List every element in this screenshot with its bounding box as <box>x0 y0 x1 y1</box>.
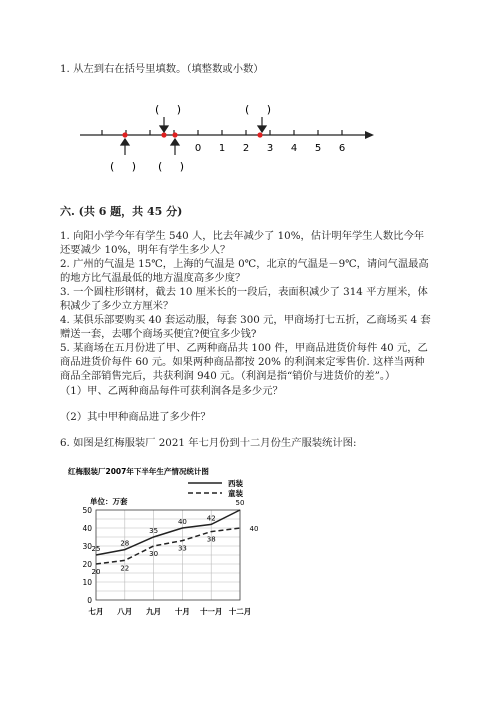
problem-list <box>60 229 431 383</box>
tick-label: 6 <box>338 143 346 154</box>
data-label: 28 <box>120 539 130 548</box>
problem-line: 还要减少 10%，明年有学生多少人？ <box>60 244 231 256</box>
data-label: 30 <box>149 550 159 558</box>
x-tick-label: 十月 <box>174 607 190 616</box>
problem-line: 1. 向阳小学今年有学生 540 人，比去年减少了 10%，估计明年学生人数比今年 <box>60 230 425 242</box>
chart-data-labels <box>92 499 259 576</box>
x-tick-label: 八月 <box>117 607 133 616</box>
section-title: 六. (共 6 题，共 45 分) <box>60 205 183 218</box>
x-tick-label: 九月 <box>146 607 162 616</box>
point-d <box>257 132 262 137</box>
problem-line: 赠送一套，去哪个商场买便宜?便宜多少钱? <box>60 328 257 340</box>
tick-label: 5 <box>314 143 322 154</box>
axis-arrow <box>365 131 374 139</box>
chart-grid <box>96 510 240 600</box>
question-6-text: 6. 如图是红梅服装厂 2021 年七月份到十二月份生产服装统计图: <box>60 437 357 449</box>
tick-label: 3 <box>266 143 274 154</box>
problem-line: 3. 一个圆柱形钢材，截去 10 厘米长的一段后，表面积减少了 314 平方厘米，体 <box>60 286 428 298</box>
tick-label: 4 <box>290 143 298 154</box>
y-tick-label: 10 <box>82 578 92 587</box>
problem-line: 的地方比气温最低的地方温度高多少度？ <box>60 272 246 284</box>
chart-title: 红梅服装厂2007年下半年生产情况统计图 <box>68 467 209 476</box>
data-label: 42 <box>206 514 216 523</box>
point-a <box>122 132 127 137</box>
chart-legend <box>188 478 243 498</box>
data-label: 40 <box>177 518 187 526</box>
point-b <box>161 132 166 137</box>
tick-labels <box>195 143 345 154</box>
problem-line: 4. 某俱乐部要购买 40 套运动服，每套 300 元，甲商场打七五折，乙商场买 4 套 <box>60 314 431 326</box>
problem-line: 5. 某商场在五月份进了甲、乙两种商品共 100 件，甲商品进货价每件 40 元，乙 <box>60 342 428 354</box>
problem-line: 积减少了多少立方厘米？ <box>60 300 174 312</box>
data-label: 38 <box>206 535 216 544</box>
bracket-bottom-left: ( ) <box>110 160 137 173</box>
legend-label: 童装 <box>228 489 243 498</box>
data-label: 50 <box>235 499 245 507</box>
data-label: 25 <box>91 545 101 553</box>
sub-question-2: （2）其中甲种商品进了多少件？ <box>60 411 211 423</box>
series-line-0 <box>96 510 240 555</box>
chart-axes <box>82 506 251 616</box>
question-1-text: 1. 从左到右在括号里填数。（填整数或小数） <box>60 63 264 75</box>
sub-question-1: （1）甲、乙两种商品每件可获利润各是多少元？ <box>60 385 283 397</box>
data-label: 35 <box>149 527 159 535</box>
x-tick-label: 十二月 <box>228 607 252 616</box>
x-tick-label: 十一月 <box>199 607 223 616</box>
problem-line: 2. 广州的气温是 15℃，上海的气温是 0℃，北京的气温是－9℃，请问气温最高 <box>60 258 429 270</box>
bracket-top-right: ( ) <box>245 103 272 116</box>
data-label: 20 <box>91 568 101 576</box>
tick-label: 0 <box>194 143 202 154</box>
y-tick-label: 20 <box>82 560 92 569</box>
bracket-top-left: ( ) <box>155 103 182 116</box>
y-tick-label: 50 <box>82 506 92 515</box>
legend-label: 西装 <box>228 479 243 488</box>
y-tick-label: 40 <box>82 524 92 533</box>
point-c <box>172 132 177 137</box>
y-tick-label: 0 <box>87 596 92 605</box>
line-chart <box>60 460 300 625</box>
down-arrows <box>121 139 179 155</box>
number-line <box>0 95 500 180</box>
problem-line: 商品进货价每件 60 元。如果两种商品都按 20% 的利润来定零售价. 这样当两种 <box>60 356 425 368</box>
tick-label: 2 <box>242 143 250 154</box>
tick-marks <box>102 130 342 135</box>
up-arrows <box>160 117 266 132</box>
data-label: 40 <box>249 525 259 533</box>
bracket-bottom-right: ( ) <box>158 160 185 173</box>
data-label: 33 <box>177 544 187 553</box>
tick-label: 1 <box>218 143 226 154</box>
problem-line: 商品全部销售完后，共获利润 940 元。（利润是指“销价与进货价的差”。） <box>60 370 396 382</box>
chart-unit-label: 单位：万套 <box>90 497 128 506</box>
x-tick-label: 七月 <box>88 607 104 616</box>
y-tick-label: 30 <box>82 542 92 551</box>
data-label: 22 <box>120 564 130 573</box>
